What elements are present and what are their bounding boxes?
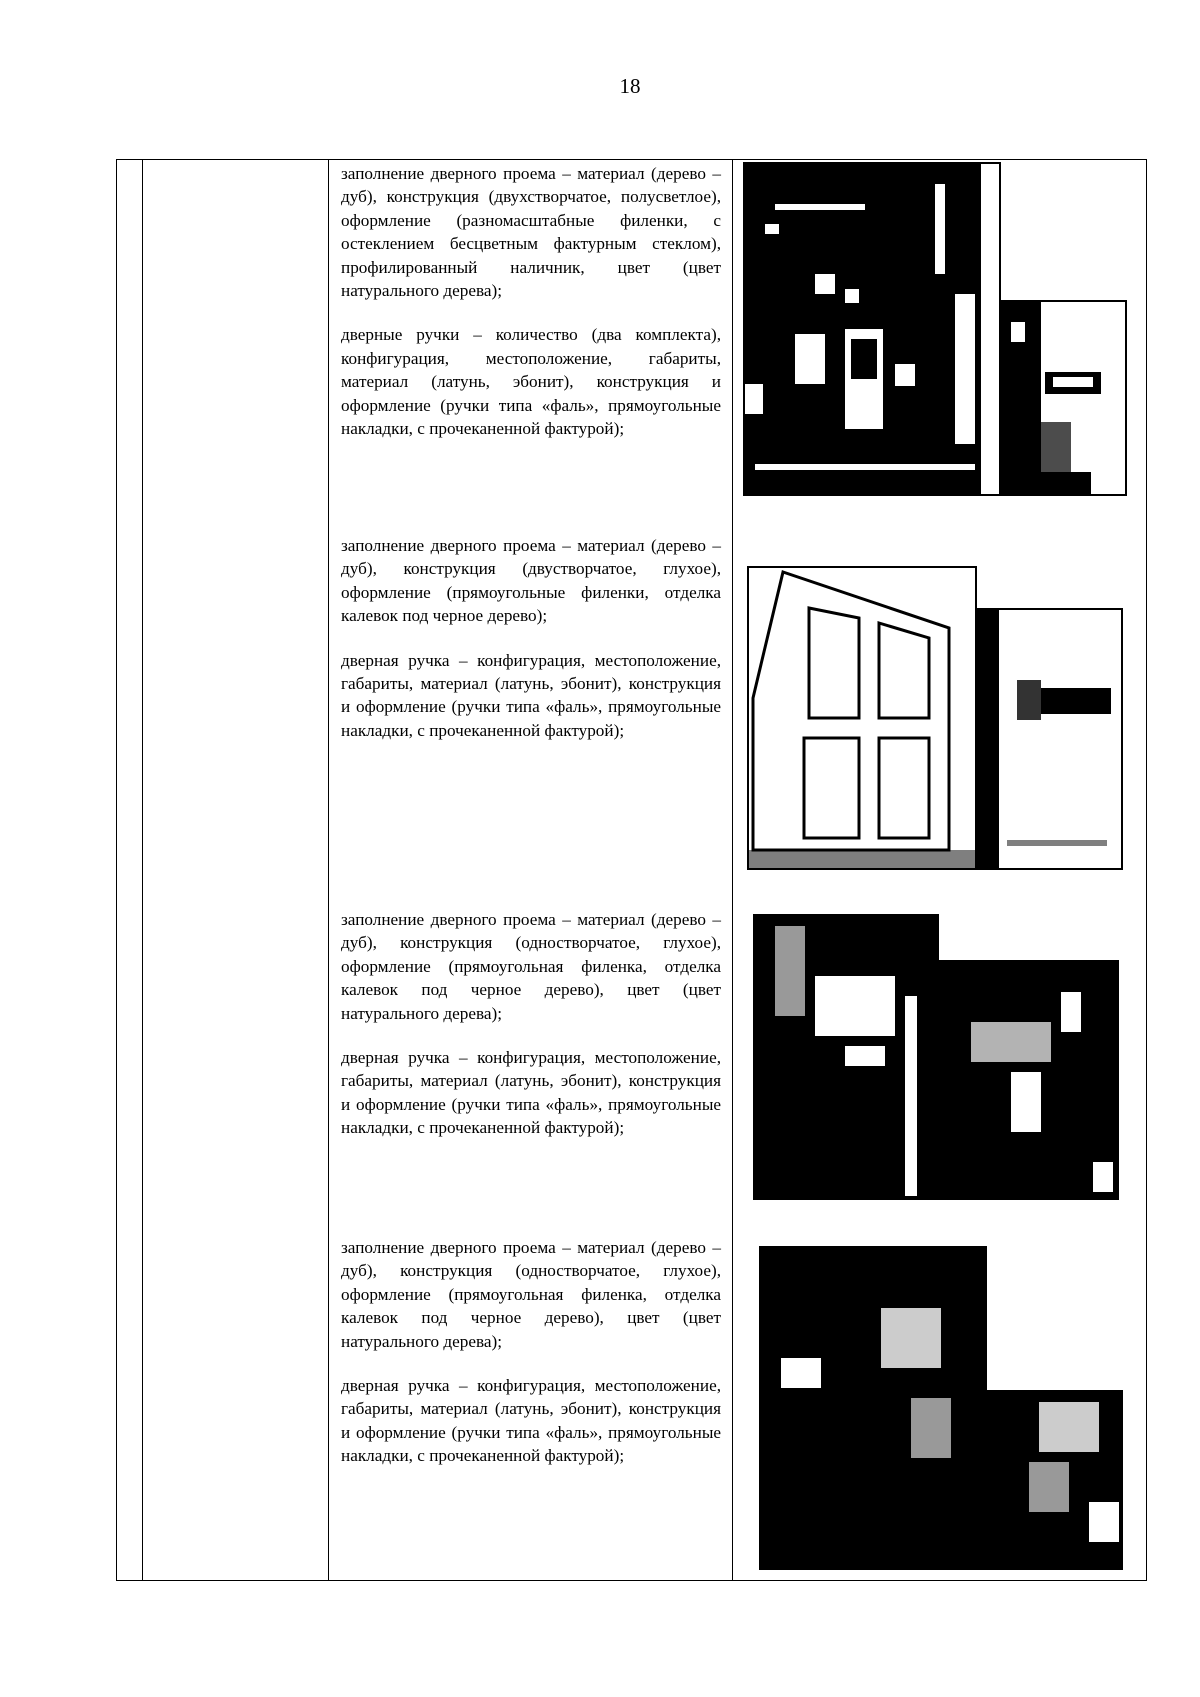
entry-description [341,162,721,461]
page-number: 18 [619,74,641,98]
objects-table [116,159,1147,1581]
description-cell [329,160,733,1581]
door-photo [759,1246,987,1570]
description-paragraph: дверная ручка – конфигурация, местоположение, габариты, материал (латунь, эбонит), конструкция и оформление (ручки типа «фаль», прямоугольные накладки, с прочеканенной фактурой); [341,650,721,740]
handle-photo [939,960,1119,1200]
handle-photo [987,1390,1123,1570]
description-paragraph: заполнение дверного проема – материал (дерево – дуб), конструкция (двухстворчатое, полусветлое), оформление (разномасштабные филенки, с остеклением бесцветным фактурным стеклом), профилированный наличник, цвет (цвет натурального дерева); [341,164,721,301]
description-paragraph: дверные ручки – количество (два комплекта), конфигурация, местоположение, габариты, материал (латунь, эбонит), конструкция и оформление (ручки типа «фаль», прямоугольные накладки, с прочеканенной фактурой); [341,325,721,439]
handle-photo [975,608,1123,870]
name-cell [143,160,329,1581]
photos-cell [733,160,1147,1581]
entry-description [341,1236,721,1489]
description-paragraph: заполнение дверного проема – материал (дерево – дуб), конструкция (одностворчатое, глухое), оформление (прямоугольная филенка, отделка калевок под черное дерево), цвет (цвет натурального дерева); [341,1238,721,1351]
description-paragraph: заполнение дверного проема – материал (дерево – дуб), конструкция (двустворчатое, глухое), оформление (прямоугольные филенки, отделка калевок под черное дерево); [341,536,721,626]
description-paragraph: дверная ручка – конфигурация, местоположение, габариты, материал (латунь, эбонит), конструкция и оформление (ручки типа «фаль», прямоугольные накладки, с прочеканенной фактурой); [341,1376,721,1466]
description-paragraph: заполнение дверного проема – материал (дерево – дуб), конструкция (одностворчатое, глухое), оформление (прямоугольная филенка, отделка калевок под черное дерево), цвет (цвет натурального дерева); [341,910,721,1023]
door-photo [747,566,977,870]
description-paragraph: дверная ручка – конфигурация, местоположение, габариты, материал (латунь, эбонит), конструкция и оформление (ручки типа «фаль», прямоугольные накладки, с прочеканенной фактурой); [341,1048,721,1138]
entry-description [341,534,721,763]
entry-description [341,908,721,1161]
door-photo [753,914,939,1200]
door-photo [743,162,1001,496]
number-cell [117,160,143,1581]
handle-photo [999,300,1127,496]
